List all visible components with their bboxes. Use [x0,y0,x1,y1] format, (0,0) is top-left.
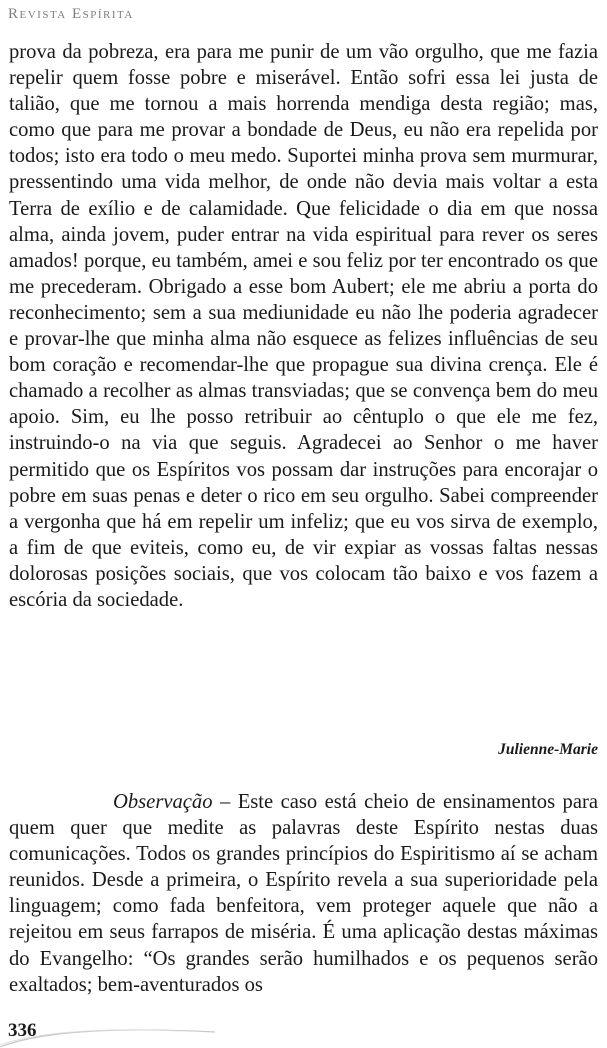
observation-label: Observação [113,791,213,813]
running-head-title: Revista Espírita [8,6,134,22]
observation-text: – Este caso está cheio de ensinamentos para quem quer que medite as palavras deste Espírito nestas duas comunicações. Todos os grandes princípios do Espiritismo aí se acham reunidos. Desde a primeira, o Espírito revela a sua superioridade pela linguagem; como fada benfeitora, vem proteger aquele que não a rejeitou em seus farrapos de miséria. É uma aplicação destas máximas do Evangelho: “Os grandes serão humilhados e os pequenos serão exaltados; bem-aventurados os [9,791,598,996]
signature: Julienne-Marie [498,741,598,758]
page-number: 336 [8,1020,37,1041]
letter-body [9,39,598,613]
observation-paragraph [9,789,598,998]
letter-paragraph: prova da pobreza, era para me punir de um vão orgulho, que me fazia repelir quem fosse pobre e miserável. Então sofri essa lei justa de talião, que me tornou a mais horrenda mendiga desta região; mas, como que para me provar a bondade de Deus, eu não era repelida por todos; isto era todo o meu medo. Suportei minha prova sem murmurar, pressentindo uma vida melhor, de onde não devia mais voltar a esta Terra de exílio e de calamidade. Que felicidade o dia em que nossa alma, ainda jovem, puder entrar na vida espiritual para rever os seres amados! porque, eu também, amei e sou feliz por ter encontrado os que me precederam. Obrigado a esse bom Aubert; ele me abriu a porta do reconhecimento; sem a sua mediunidade eu não lhe poderia agradecer e provar-lhe que minha alma não esquece as felizes influências de seu bom coração e recomendar-lhe que propague sua divina crença. Ele é chamado a recolher as almas transviadas; que se convença bem do meu apoio. Sim, eu lhe posso retribuir ao cêntuplo o que ele me fez, instruindo-o na via que seguis. Agradecei ao Senhor o me haver permitido que os Espíritos vos possam dar instruções para encorajar o pobre em suas penas e deter o rico em seu orgulho. Sabei compreender a vergonha que há em repelir um infeliz; que eu vos sirva de exemplo, a fim de que eviteis, como eu, de vir expiar as vossas faltas nessas dolorosas posições sociais, que vos colocam tão baixo e vos fazem a escória da sociedade. [9,41,598,611]
